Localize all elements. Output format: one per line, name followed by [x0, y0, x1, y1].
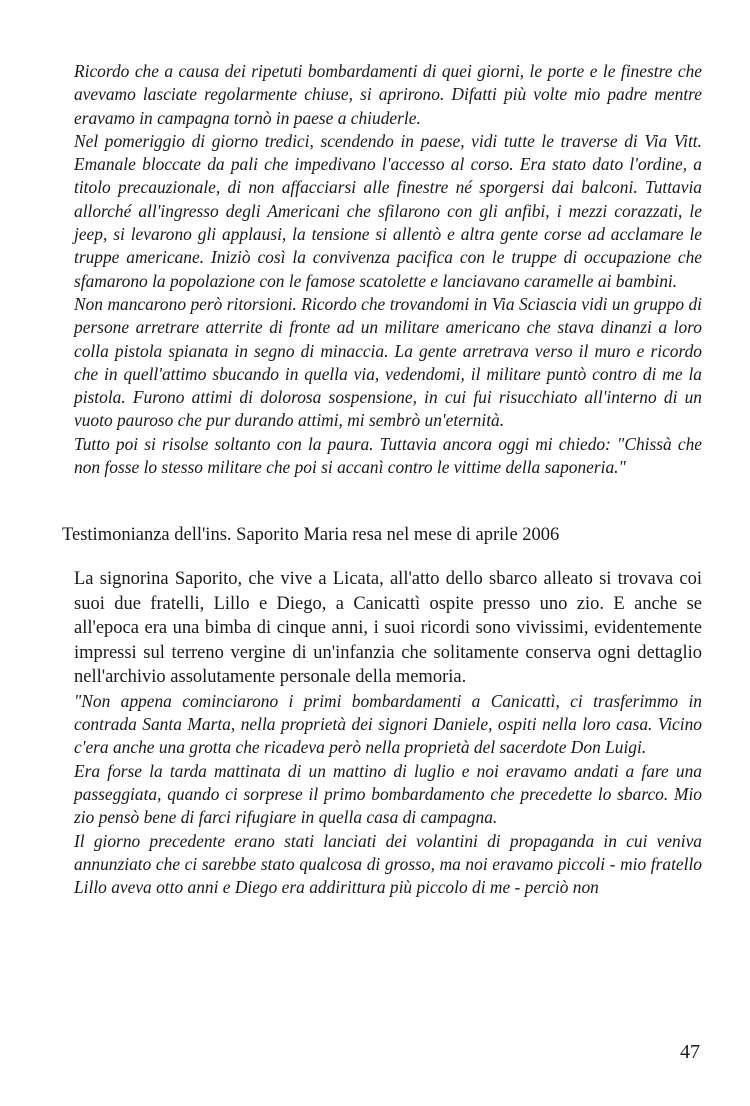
paragraph-americans-arrival: Nel pomeriggio di giorno tredici, scendendo in paese, vidi tutte le traverse di Via Vitt. Emanale bloccate da pali che impedivano l'accesso al corso. Era stato dato l'ordine, a titolo precauzionale, di non affacciarsi alle finestre né sporgersi dai balconi. Tuttavia allorché all'ingresso degli Americani che sfilarono con gli anfibi, i mezzi corazzati, le jeep, si levarono gli applausi, la tensione si allentò e altra gente corse ad acclamare le truppe americane. Iniziò così la convivenza pacifica con le truppe di occupazione che sfamarono la popolazione con le famose scatolette e lanciavano caramelle ai bambini. — [74, 130, 702, 291]
memoir-section — [74, 60, 702, 479]
paragraph-first-bombing: Era forse la tarda mattinata di un mattino di luglio e noi eravamo andati a fare una passeggiata, quando ci sorprese il primo bombardamento che precedette lo sbarco. Mio zio pensò bene di farci rifugiare in quella casa di campagna. — [74, 760, 702, 828]
testimony-heading: Testimonianza dell'ins. Saporito Maria resa nel mese di aprile 2006 — [62, 525, 560, 546]
paragraph-leaflets: Il giorno precedente erano stati lanciati dei volantini di propaganda in cui veniva annunziato che ci sarebbe stato qualcosa di grosso, ma noi eravamo piccoli - mio fratello Lillo aveva otto anni e Diego era addirittura più piccolo di me - perciò non — [74, 830, 702, 898]
paragraph-doors-windows: Ricordo che a causa dei ripetuti bombardamenti di quei giorni, le porte e le finestre che avevamo lasciate regolarmente chiuse, si aprirono. Difatti più volte mio padre mentre eravamo in campagna tornò in paese a chiuderle. — [74, 61, 702, 128]
testimony-intro: La signorina Saporito, che vive a Licata, all'atto dello sbarco alleato si trovava coi suoi due fratelli, Lillo e Diego, a Canicattì ospite presso uno zio. E anche se all'epoca era una bimba di cinque anni, i suoi ricordi sono vivissimi, evidentemente impressi sul terreno vergine di un'infanzia che solitamente conserva ogni dettaglio nell'archivio assolutamente personale della memoria. — [74, 569, 702, 688]
paragraph-reprisals: Non mancarono però ritorsioni. Ricordo che trovandomi in Via Sciascia vidi un gruppo di persone arretrare atterrite di fronte ad un militare americano che stava dinanzi a loro colla pistola spianata in segno di minaccia. La gente arretrava verso il muro e ricordo che in quell'attimo sbucando in quella via, vedendomi, il militare puntò contro di me la pistola. Furono attimi di dolorosa sospensione, in cui fui risucchiato all'interno di un vuoto pauroso che pur durando attimi, mi sembrò un'eternità. — [74, 293, 702, 431]
paragraph-santa-marta: "Non appena cominciarono i primi bombardamenti a Canicattì, ci trasferimmo in contrada Santa Marta, nella proprietà dei signori Daniele, ospiti nella loro casa. Vicino c'era anche una grotta che ricadeva però nella proprietà del sacerdote Don Luigi. — [74, 690, 702, 758]
testimony-section — [74, 567, 702, 899]
paragraph-conclusion: Tutto poi si risolse soltanto con la paura. Tuttavia ancora oggi mi chiedo: "Chissà che non fosse lo stesso militare che poi si accanì contro le vittime della saponeria." — [74, 433, 702, 478]
page-body — [62, 60, 702, 900]
page-number: 47 — [680, 1041, 700, 1063]
